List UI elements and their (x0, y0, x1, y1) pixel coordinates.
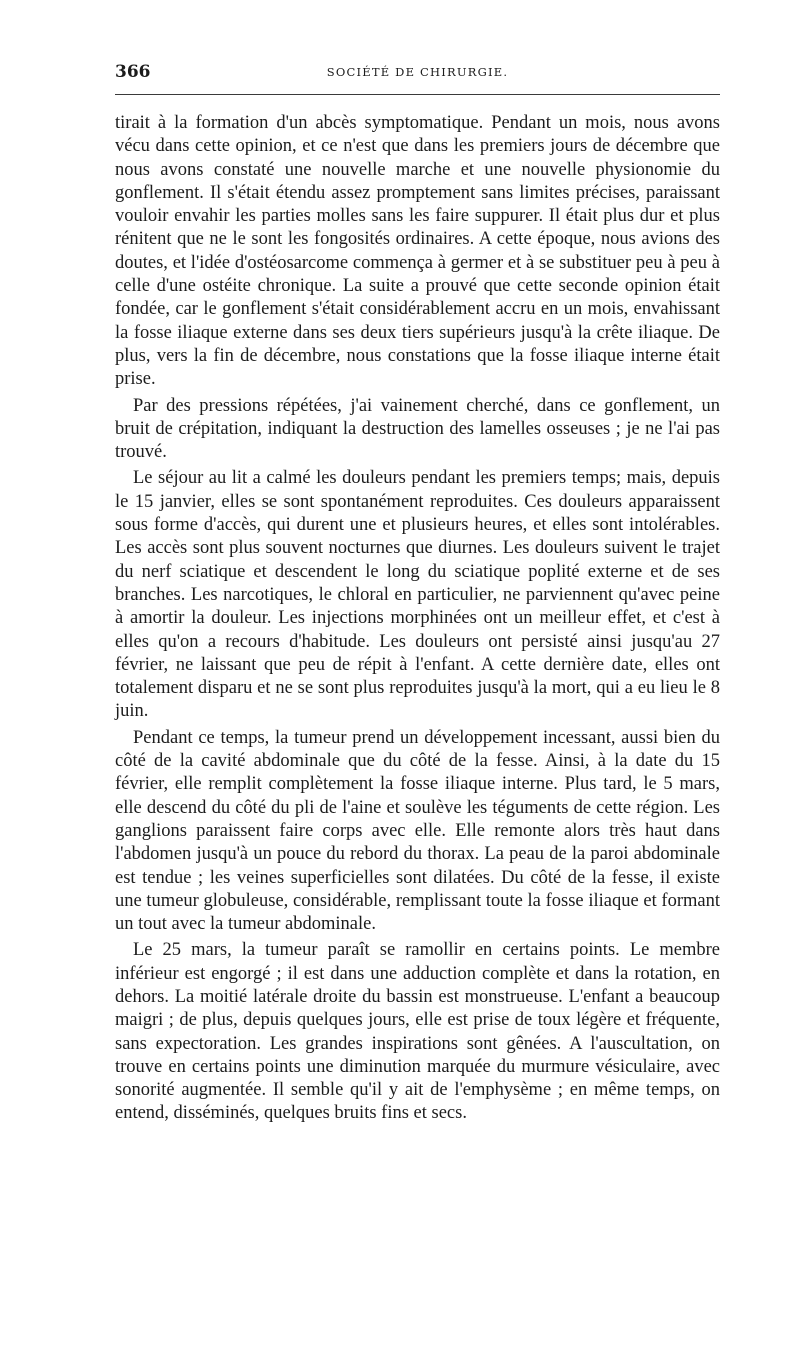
paragraph: tirait à la formation d'un abcès symptomatique. Pendant un mois, nous avons vécu dans cette opinion, et ce n'est que dans les premiers jours de décembre que nous avons constaté une nouvelle marche et une nouvelle physionomie du gonflement. Il s'était étendu assez promptement sans limites précises, paraissant vouloir envahir les parties molles sans les faire suppurer. Il était plus dur et plus rénitent que ne le sont les fongosités ordinaires. A cette époque, nous avions des doutes, et l'idée d'ostéosarcome commença à germer et à se substituer peu à peu à celle d'une ostéite chronique. La suite a prouvé que cette seconde opinion était fondée, car le gonflement s'était considérablement accru en un mois, envahissant la fosse iliaque externe dans ses deux tiers supérieurs jusqu'à la crête iliaque. De plus, vers la fin de décembre, nous constations que la fosse iliaque interne était prise. (115, 113, 720, 390)
running-head: SOCIÉTÉ DE CHIRURGIE. (326, 65, 509, 79)
page-number: 366 (115, 62, 151, 82)
header-rule (115, 94, 720, 95)
paragraph: Par des pressions répétées, j'ai vainement cherché, dans ce gonflement, un bruit de crépitation, indiquant la destruction des lamelles osseuses ; je ne l'ai pas trouvé. (115, 395, 720, 463)
paragraph: Le 25 mars, la tumeur paraît se ramollir en certains points. Le membre inférieur est engorgé ; il est dans une adduction complète et dans la rotation, en dehors. La moitié latérale droite du bassin est monstrueuse. L'enfant a beaucoup maigri ; de plus, depuis quelques jours, elle est prise de toux légère et fréquente, sans expectoration. Les grandes inspirations sont gênées. A l'auscultation, on trouve en certains points une diminution marquée du murmure vésiculaire, avec sonorité augmentée. Il semble qu'il y ait de l'emphysème ; en même temps, on entend, disséminés, quelques bruits fins et secs. (115, 940, 720, 1124)
paragraph: Pendant ce temps, la tumeur prend un développement incessant, aussi bien du côté de la cavité abdominale que du côté de la fesse. Ainsi, à la date du 15 février, elle remplit complètement la fosse iliaque interne. Plus tard, le 5 mars, elle descend du côté du pli de l'aine et soulève les téguments de cette région. Les ganglions paraissent faire corps avec elle. Elle remonte alors très haut dans l'abdomen jusqu'à un pouce du rebord du thorax. La peau de la paroi abdominale est tendue ; les veines superficielles sont dilatées. Du côté de la fesse, il existe une tumeur globuleuse, considérable, remplissant toute la fosse iliaque et formant un tout avec la tumeur abdominale. (115, 727, 720, 935)
paragraph: Le séjour au lit a calmé les douleurs pendant les premiers temps; mais, depuis le 15 janvier, elles se sont spontanément reproduites. Ces douleurs apparaissent sous forme d'accès, qui durent une et plusieurs heures, et elles sont intolérables. Les accès sont plus souvent nocturnes que diurnes. Les douleurs suivent le trajet du nerf sciatique et descendent le long du sciatique poplité externe et de ses branches. Les narcotiques, le chloral en particulier, ne parviennent qu'avec peine à amortir la douleur. Les injections morphinées ont un meilleur effet, et c'est à elles qu'on a recours d'habitude. Les douleurs ont persisté ainsi jusqu'au 27 février, ne laissant que peu de répit à l'enfant. A cette dernière date, elles ont totalement disparu et ne se sont plus reproduites jusqu'à la mort, qui a eu lieu le 8 juin. (115, 468, 720, 722)
page-header (115, 62, 720, 86)
body-text (115, 112, 720, 1129)
